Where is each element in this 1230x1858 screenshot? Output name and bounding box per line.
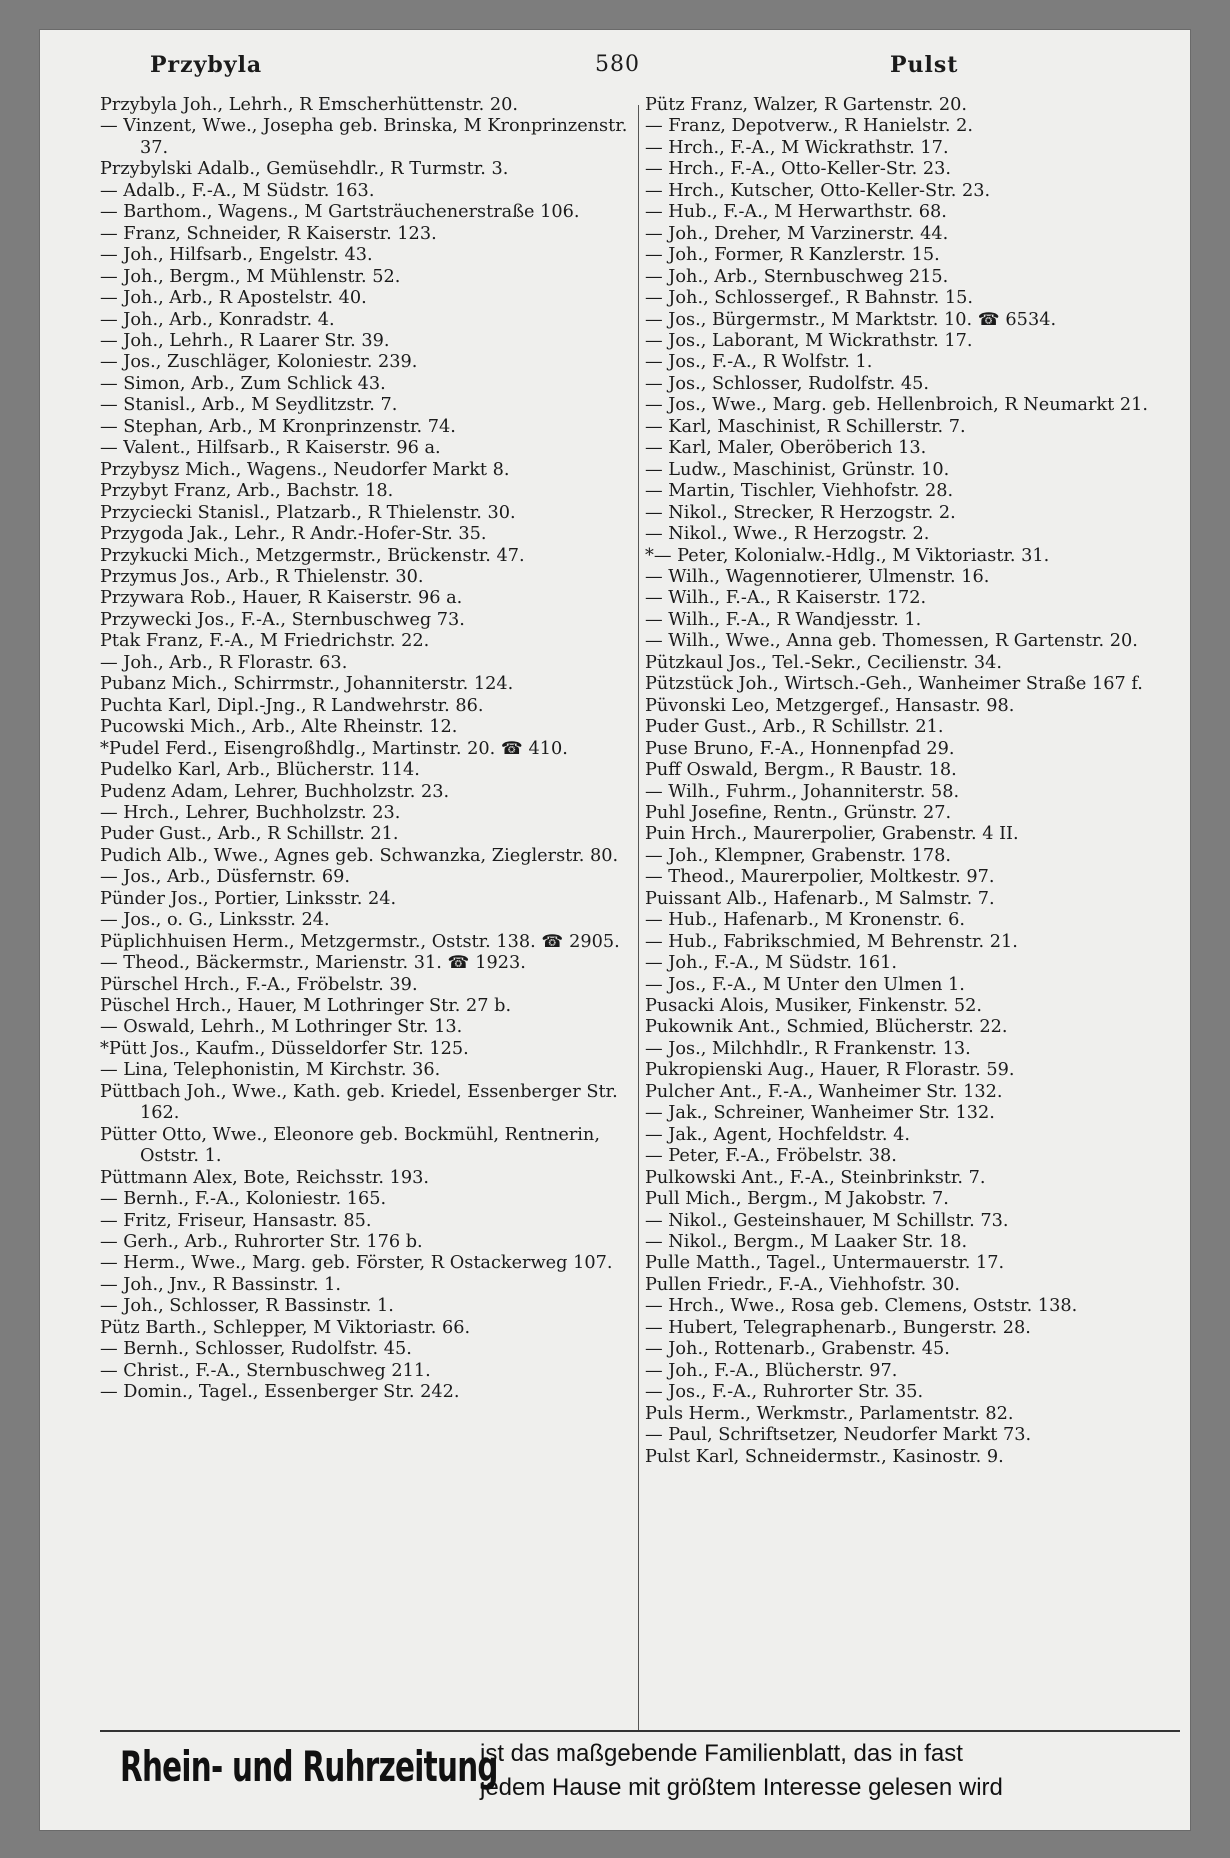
directory-entry: Pukropienski Aug., Hauer, R Florastr. 59. [645,1060,1015,1081]
directory-entry: — Jos., F.-A., Ruhrorter Str. 35. [645,1382,924,1403]
directory-entry: — Wilh., Wwe., Anna geb. Thomessen, R Gartenstr. 20. [645,631,1138,652]
header-left-keyword: Przybyla [150,52,263,78]
directory-entry: Pützstück Joh., Wirtsch.-Geh., Wanheimer Straße 167 f. [645,674,1143,695]
directory-entry: Przybylski Adalb., Gemüsehdlr., R Turmstr. 3. [100,159,509,180]
directory-entry: — Stanisl., Arb., M Seydlitzstr. 7. [100,395,398,416]
ad-logo: Rhein- und Ruhrzeitung [120,1742,498,1791]
directory-entry: Pütz Franz, Walzer, R Gartenstr. 20. [645,95,968,115]
directory-entry: — Jak., Agent, Hochfeldstr. 4. [645,1124,911,1145]
directory-entry: — Adalb., F.-A., M Südstr. 163. [100,180,375,201]
directory-entry: Püplichhuisen Herm., Metzgermstr., Oststr. 138. ☎ 2905. [100,931,620,952]
directory-entry: — Martin, Tischler, Viehhofstr. 28. [645,481,954,502]
directory-entry: Puls Herm., Werkmstr., Parlamentstr. 82. [645,1403,1014,1424]
directory-entry: — Joh., Arb., Konradstr. 4. [100,309,335,330]
directory-entry: — Hubert, Telegraphenarb., Bungerstr. 28. [645,1317,1031,1338]
directory-entry: — Oswald, Lehrh., M Lothringer Str. 13. [100,1017,463,1038]
directory-entry: — Karl, Maler, Oberöberich 13. [645,438,927,459]
directory-entry: Puder Gust., Arb., R Schillstr. 21. [100,824,399,845]
directory-entry: Puhl Josefine, Rentn., Grünstr. 27. [645,802,952,823]
page-number: 580 [595,52,640,77]
directory-entry: — Paul, Schriftsetzer, Neudorfer Markt 73. [645,1425,1032,1446]
directory-entry: — Karl, Maschinist, R Schillerstr. 7. [645,416,966,437]
directory-entry: *Pütt Jos., Kaufm., Düsseldorfer Str. 125. [100,1038,469,1059]
directory-entry: — Joh., F.-A., Blücherstr. 97. [645,1360,898,1381]
directory-entry: Puin Hrch., Maurerpolier, Grabenstr. 4 II. [645,824,1019,845]
directory-entry: Püttbach Joh., Wwe., Kath. geb. Kriedel, Essenberger Str. 162. [100,1081,618,1124]
directory-entry: — Nikol., Wwe., R Herzogstr. 2. [645,524,930,545]
directory-entry: — Hrch., Lehrer, Buchholzstr. 23. [100,802,401,823]
directory-entry: — Wilh., Wagennotierer, Ulmenstr. 16. [645,566,990,587]
directory-entry: — Hrch., Kutscher, Otto-Keller-Str. 23. [645,180,991,201]
directory-entry: — Christ., F.-A., Sternbuschweg 211. [100,1360,431,1381]
directory-entry: — Wilh., F.-A., R Wandjesstr. 1. [645,609,922,630]
page-header [40,52,1190,92]
directory-entry: Pünder Jos., Portier, Linksstr. 24. [100,888,397,909]
directory-entry: — Jak., Schreiner, Wanheimer Str. 132. [645,1103,995,1124]
directory-entry: — Jos., Arb., Düsfernstr. 69. [100,867,350,888]
directory-entry: Ptak Franz, F.-A., M Friedrichstr. 22. [100,631,430,652]
directory-entry: Pulle Matth., Tagel., Untermauerstr. 17. [645,1253,1005,1274]
directory-entry: — Hub., Hafenarb., M Kronenstr. 6. [645,910,965,931]
directory-entry: Przykucki Mich., Metzgermstr., Brückenstr. 47. [100,545,525,566]
directory-entry: Puchta Karl, Dipl.-Jng., R Landwehrstr. 86. [100,695,484,716]
directory-entry: — Joh., Arb., R Apostelstr. 40. [100,288,367,309]
directory-entry: Przybyla Joh., Lehrh., R Emscherhüttenstr. 20. [100,95,518,115]
directory-entry: Pulkowski Ant., F.-A., Steinbrinkstr. 7. [645,1167,986,1188]
directory-entry: Pudich Alb., Wwe., Agnes geb. Schwanzka, Zieglerstr. 80. [100,845,619,866]
directory-entry: Pulcher Ant., F.-A., Wanheimer Str. 132. [645,1081,1003,1102]
directory-entry: Pull Mich., Bergm., M Jakobstr. 7. [645,1189,949,1210]
directory-entry: Przybyt Franz, Arb., Bachstr. 18. [100,481,394,502]
directory-entry: — Jos., F.-A., R Wolfstr. 1. [645,352,873,373]
directory-entry: — Hrch., Wwe., Rosa geb. Clemens, Oststr. 138. [645,1296,1078,1317]
directory-entry: Przymus Jos., Arb., R Thielenstr. 30. [100,566,424,587]
directory-entry: — Fritz, Friseur, Hansastr. 85. [100,1210,372,1231]
directory-entry: Pullen Friedr., F.-A., Viehhofstr. 30. [645,1274,961,1295]
directory-entry: — Franz, Schneider, R Kaiserstr. 123. [100,223,437,244]
directory-entry: Pucowski Mich., Arb., Alte Rheinstr. 12. [100,717,458,738]
directory-entry: — Simon, Arb., Zum Schlick 43. [100,373,386,394]
directory-entry: *— Peter, Kolonialw.-Hdlg., M Viktoriastr. 31. [645,545,1050,566]
directory-entry: Püschel Hrch., Hauer, M Lothringer Str. 27 b. [100,996,512,1017]
newspaper-advertisement [100,1730,1180,1812]
directory-entry: — Joh., Lehrh., R Laarer Str. 39. [100,330,390,351]
directory-entry: — Joh., Dreher, M Varzinerstr. 44. [645,223,949,244]
directory-entry: — Peter, F.-A., Fröbelstr. 38. [645,1146,897,1167]
directory-entry: — Jos., Laborant, M Wickrathstr. 17. [645,330,973,351]
directory-entry: — Joh., Schlosser, R Bassinstr. 1. [100,1296,394,1317]
directory-entry: — Franz, Depotverw., R Hanielstr. 2. [645,116,973,137]
directory-entry: — Nikol., Bergm., M Laaker Str. 18. [645,1232,968,1253]
directory-entry: — Hub., Fabrikschmied, M Behrenstr. 21. [645,931,1018,952]
directory-entry: Puissant Alb., Hafenarb., M Salmstr. 7. [645,888,995,909]
directory-entry: — Bernh., F.-A., Koloniestr. 165. [100,1189,387,1210]
directory-entry: — Jos., Milchhdlr., R Frankenstr. 13. [645,1038,971,1059]
directory-entry: — Joh., Jnv., R Bassinstr. 1. [100,1274,342,1295]
directory-entry: — Joh., Rottenarb., Grabenstr. 45. [645,1339,950,1360]
directory-entry: — Herm., Wwe., Marg. geb. Förster, R Ostackerweg 107. [100,1253,613,1274]
directory-entry: — Joh., Hilfsarb., Engelstr. 43. [100,245,373,266]
directory-entry: — Joh., Arb., R Florastr. 63. [100,652,348,673]
directory-entry: Przyciecki Stanisl., Platzarb., R Thielenstr. 30. [100,502,516,523]
directory-entry: — Jos., Zuschläger, Koloniestr. 239. [100,352,418,373]
directory-entry: — Joh., F.-A., M Südstr. 161. [645,953,897,974]
directory-entry: Pudenz Adam, Lehrer, Buchholzstr. 23. [100,781,450,802]
directory-entry: — Bernh., Schlosser, Rudolfstr. 45. [100,1339,412,1360]
directory-entry: — Hrch., F.-A., M Wickrathstr. 17. [645,137,949,158]
header-right-keyword: Pulst [890,52,959,78]
directory-entry: — Joh., Schlossergef., R Bahnstr. 15. [645,288,974,309]
directory-entry: — Joh., Arb., Sternbuschweg 215. [645,266,949,287]
directory-entry: Przywecki Jos., F.-A., Sternbuschweg 73. [100,609,465,630]
directory-entry: — Wilh., F.-A., R Kaiserstr. 172. [645,588,927,609]
directory-entry: — Barthom., Wagens., M Gartsträuchenerstraße 106. [100,202,580,223]
directory-entry: — Hub., F.-A., M Herwarthstr. 68. [645,202,947,223]
directory-entry: — Jos., Wwe., Marg. geb. Hellenbroich, R Neumarkt 21. [645,395,1148,416]
directory-entry: — Vinzent, Wwe., Josepha geb. Brinska, M Kronprinzenstr. 37. [100,116,628,158]
directory-entry: — Theod., Maurerpolier, Moltkestr. 97. [645,867,995,888]
directory-entry: — Nikol., Strecker, R Herzogstr. 2. [645,502,956,523]
directory-entry: Pulst Karl, Schneidermstr., Kasinostr. 9. [645,1446,1004,1467]
directory-entry: *Pudel Ferd., Eisengroßhdlg., Martinstr. 20. ☎ 410. [100,738,568,759]
left-column [100,95,640,1404]
directory-entry: Przybysz Mich., Wagens., Neudorfer Markt 8. [100,459,510,480]
directory-entry: — Lina, Telephonistin, M Kirchstr. 36. [100,1060,441,1081]
directory-entry: Püttmann Alex, Bote, Reichsstr. 193. [100,1167,429,1188]
directory-entry: Pukownik Ant., Schmied, Blücherstr. 22. [645,1017,1008,1038]
directory-entry: — Jos., F.-A., M Unter den Ulmen 1. [645,974,965,995]
directory-entry: Przywara Rob., Hauer, R Kaiserstr. 96 a. [100,588,463,609]
directory-entry: — Ludw., Maschinist, Grünstr. 10. [645,459,950,480]
directory-entry: Pütz Barth., Schlepper, M Viktoriastr. 66. [100,1317,471,1338]
directory-entry: Pubanz Mich., Schirrmstr., Johanniterstr. 124. [100,674,514,695]
directory-entry: — Theod., Bäckermstr., Marienstr. 31. ☎ 1923. [100,953,526,974]
directory-entry: Pütter Otto, Wwe., Eleonore geb. Bockmühl, Rentnerin, Oststr. 1. [100,1124,600,1167]
directory-entry: Püvonski Leo, Metzgergef., Hansastr. 98. [645,695,1015,716]
directory-entry: — Hrch., F.-A., Otto-Keller-Str. 23. [645,159,951,180]
directory-entry: — Jos., o. G., Linksstr. 24. [100,910,330,931]
directory-entry: — Valent., Hilfsarb., R Kaiserstr. 96 a. [100,438,441,459]
ad-text-line-2: jedem Hause mit größtem Interesse gelesen wird [480,1774,1003,1801]
directory-entry: Puse Bruno, F.-A., Honnenpfad 29. [645,738,955,759]
directory-entry: — Domin., Tagel., Essenberger Str. 242. [100,1382,460,1403]
directory-entry: Pudelko Karl, Arb., Blücherstr. 114. [100,760,420,781]
right-column [645,95,1175,1468]
directory-entry: — Jos., Schlosser, Rudolfstr. 45. [645,373,930,394]
directory-entry: — Joh., Bergm., M Mühlenstr. 52. [100,266,401,287]
directory-entry: — Jos., Bürgermstr., M Marktstr. 10. ☎ 6534. [645,309,1057,330]
directory-entry: — Joh., Former, R Kanzlerstr. 15. [645,245,940,266]
directory-entry: — Nikol., Gesteinshauer, M Schillstr. 73. [645,1210,1009,1231]
directory-entry: — Stephan, Arb., M Kronprinzenstr. 74. [100,416,456,437]
directory-entry: Puder Gust., Arb., R Schillstr. 21. [645,717,944,738]
directory-entry: Pützkaul Jos., Tel.-Sekr., Cecilienstr. 34. [645,652,1002,673]
directory-entry: — Gerh., Arb., Ruhrorter Str. 176 b. [100,1232,423,1253]
directory-entry: Pusacki Alois, Musiker, Finkenstr. 52. [645,996,983,1017]
ad-text-line-1: ist das maßgebende Familienblatt, das in fast [480,1740,963,1767]
directory-entry: Przygoda Jak., Lehr., R Andr.-Hofer-Str. 35. [100,524,487,545]
directory-entry: Pürschel Hrch., F.-A., Fröbelstr. 39. [100,974,418,995]
directory-entry: — Joh., Klempner, Grabenstr. 178. [645,845,951,866]
directory-entry: Puff Oswald, Bergm., R Baustr. 18. [645,760,957,781]
directory-entry: — Wilh., Fuhrm., Johanniterstr. 58. [645,781,960,802]
directory-page [40,30,1190,1830]
